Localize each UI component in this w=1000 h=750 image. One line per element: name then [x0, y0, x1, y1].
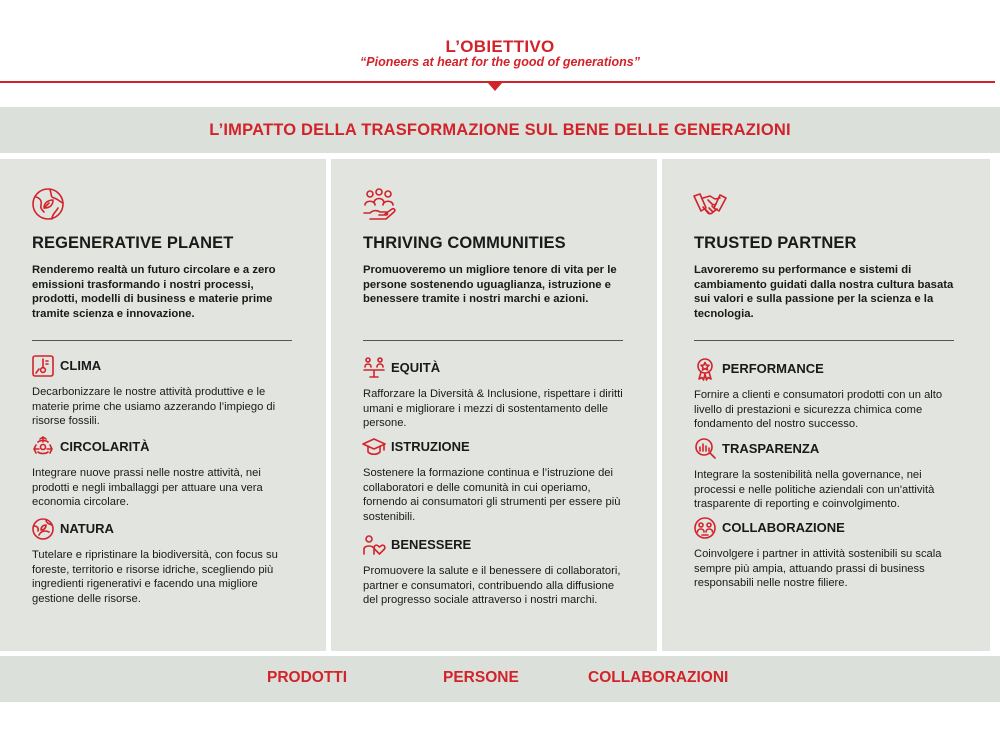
nature-globe-icon: [31, 517, 55, 541]
page-subtitle: “Pioneers at heart for the good of generations”: [360, 55, 640, 69]
item-description: Decarbonizzare le nostre attività produttive e le materie prime che usiamo azzerando l’impiego di risorse fossili.: [32, 386, 276, 428]
column-description: Renderemo realtà un futuro circolare e a zero emissioni trasformando i nostri processi, prodotti, modelli di business e materie prime tramite scienza e innovazione.: [32, 264, 276, 320]
item-description: Promuovere la salute e il benessere di collaboratori, partner e consumatori, contribuendo alla diffusione del progresso sociale attraverso i nostri marchi.: [363, 565, 621, 607]
header-arrow-icon: [488, 83, 502, 91]
column-thriving-communities: [331, 159, 657, 651]
column-regenerative-planet: [0, 159, 326, 651]
column-divider: [32, 340, 292, 341]
impact-band-title: L’IMPATTO DELLA TRASFORMAZIONE SUL BENE DELLE GENERAZIONI: [209, 121, 791, 139]
item-title: CIRCOLARITÀ: [60, 439, 150, 454]
item-title: COLLABORAZIONE: [722, 520, 845, 535]
pillar-prodotti: PRODOTTI: [267, 669, 348, 686]
pillar-persone: PERSONE: [443, 669, 519, 686]
graduation-cap-icon: [362, 435, 386, 459]
impact-band: [0, 107, 1000, 153]
person-heart-icon: [362, 533, 386, 557]
community-hand-icon: [361, 186, 397, 222]
item-description: Coinvolgere i partner in attività sostenibili su scala sempre più ampia, attuando prassi di business responsabili nelle nostre filiere.: [694, 548, 942, 590]
balance-people-icon: [362, 356, 386, 380]
column-title: TRUSTED PARTNER: [694, 234, 857, 252]
item-description: Integrare la sostenibilità nella governance, nei processi e nelle politiche aziendali con un'attività trasparente di reporting e coinvolgimento.: [694, 469, 935, 511]
handshake-icon: [692, 186, 728, 222]
item-title: TRASPARENZA: [722, 441, 820, 456]
pillar-collaborazioni: COLLABORAZIONI: [588, 669, 729, 686]
globe-leaf-icon: [30, 186, 66, 222]
column-title: THRIVING COMMUNITIES: [363, 234, 566, 252]
item-title: EQUITÀ: [391, 360, 441, 375]
recycle-icon: [31, 435, 55, 459]
item-description: Fornire a clienti e consumatori prodotti con un alto livello di prestazioni e sicurezza chimica come fondamento del nostro successo.: [694, 389, 943, 431]
header: [0, 0, 1000, 90]
item-title: ISTRUZIONE: [391, 439, 470, 454]
item-description: Rafforzare la Diversità & Inclusione, rispettare i diritti umani e migliorare i mezzi di sostentamento delle persone.: [363, 388, 623, 430]
column-description: Promuoveremo un migliore tenore di vita per le persone sostenendo uguaglianza, istruzione e benessere tramite i nostri marchi e azioni.: [363, 264, 617, 306]
collaboration-people-icon: [693, 516, 717, 540]
page-title: L’OBIETTIVO: [445, 37, 555, 56]
column-divider: [694, 340, 954, 341]
column-divider: [363, 340, 623, 341]
thermometer-icon: [31, 354, 55, 378]
item-title: BENESSERE: [391, 537, 472, 552]
column-title: REGENERATIVE PLANET: [32, 234, 234, 252]
column-description: Lavoreremo su performance e sistemi di cambiamento guidati dalla nostra cultura basata sui valori e sulla passione per la scienza e la tecnologia.: [694, 264, 954, 320]
item-title: PERFORMANCE: [722, 361, 824, 376]
item-title: CLIMA: [60, 358, 102, 373]
magnifier-chart-icon: [693, 437, 717, 461]
item-title: NATURA: [60, 521, 114, 536]
item-description: Tutelare e ripristinare la biodiversità, con focus su foreste, territorio e risorse idriche, scegliendo più ingredienti rigenerativi e facendo una migliore gestione delle risorse.: [32, 549, 278, 605]
column-trusted-partner: [662, 159, 990, 651]
item-description: Sostenere la formazione continua e l’istruzione dei collaboratori e delle comunità in cui operiamo, fornendo ai consumatori gli strumenti per essere più sostenibili.: [363, 467, 621, 523]
pillars-band: [0, 656, 1000, 702]
award-star-icon: [693, 357, 717, 381]
item-description: Integrare nuove prassi nelle nostre attività, nei prodotti e negli imballaggi per attuare una vera economia circolare.: [32, 467, 263, 509]
